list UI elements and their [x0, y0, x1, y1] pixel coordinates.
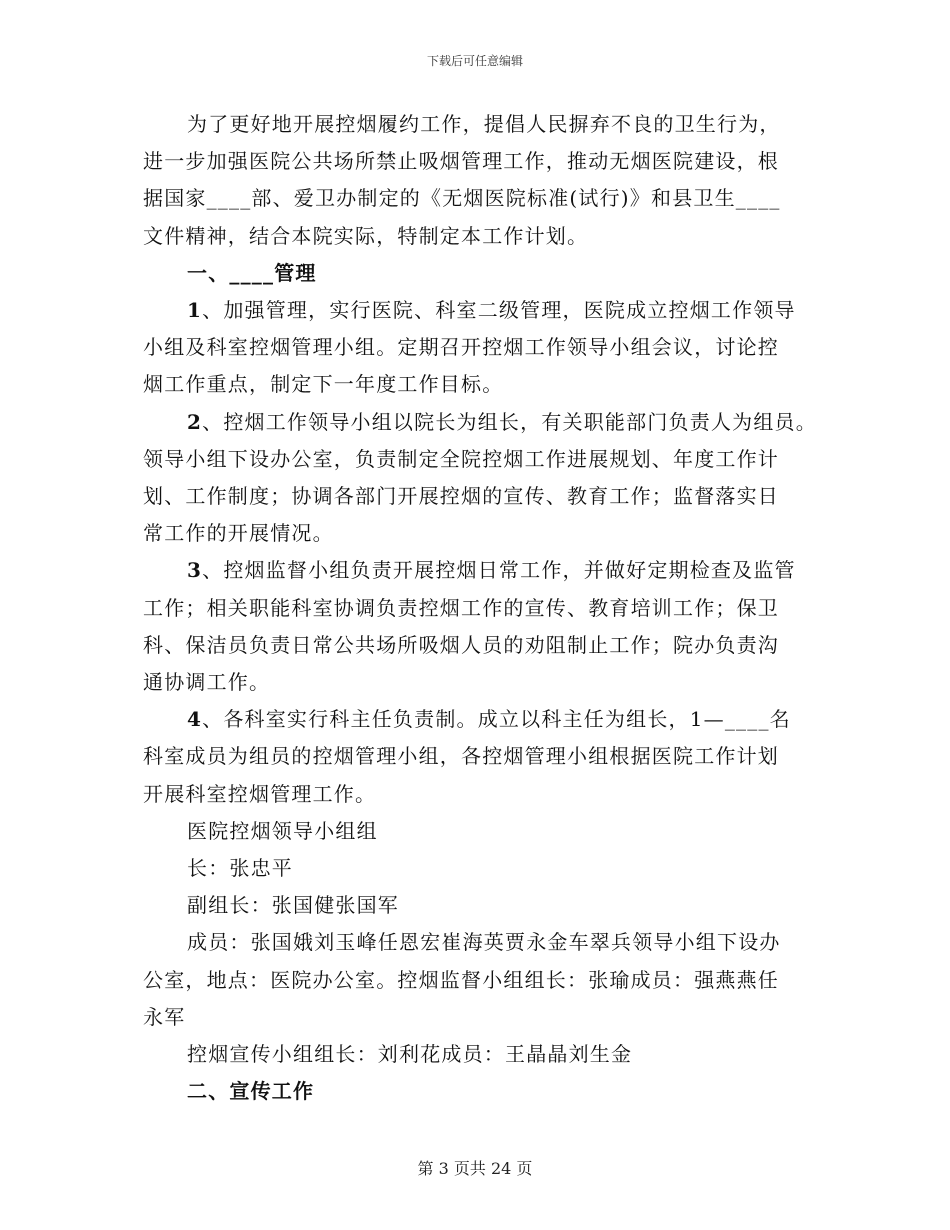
line-text: 科室成员为组员的控烟管理小组，各控烟管理小组根据医院工作计划: [143, 744, 779, 769]
text-line: [143, 924, 833, 961]
line-text: 通协调工作。: [143, 670, 271, 695]
line-text: 据国家____部、爱卫办制定的《无烟医院标准(试行)》和县卫生____: [143, 186, 781, 211]
line-text: 进一步加强医院公共场所禁止吸烟管理工作，推动无烟医院建设，根: [143, 149, 779, 174]
text-line: [143, 701, 833, 738]
text-line: [143, 813, 833, 850]
text-line: [143, 999, 833, 1036]
page-footer: 第 3 页共 24 页: [417, 1159, 533, 1178]
text-line: [143, 515, 833, 552]
line-text: 文件精神，结合本院实际，特制定本工作计划。: [143, 223, 589, 248]
text-line: [143, 404, 833, 441]
item-number: 1: [187, 298, 203, 323]
item-number: 2: [187, 409, 203, 434]
line-text: 科、保洁员负责日常公共场所吸烟人员的劝阻制止工作；院办负责沟: [143, 632, 779, 657]
text-line: [143, 441, 833, 478]
text-line: [143, 329, 833, 366]
page-header: 下载后可任意编辑: [426, 54, 523, 68]
line-text: 、控烟监督小组负责开展控烟日常工作，并做好定期检查及监管: [202, 558, 796, 583]
text-line: [143, 590, 833, 627]
text-line: [143, 627, 833, 664]
text-line: [143, 962, 833, 999]
text-line: [143, 887, 833, 924]
line-text: 烟工作重点，制定下一年度工作目标。: [143, 372, 504, 397]
line-text: 控烟宣传小组组长：刘利花成员：王晶晶刘生金: [187, 1042, 633, 1067]
line-text: 一、____管理: [187, 260, 317, 285]
line-text: 长：张忠平: [187, 856, 293, 881]
line-text: 公室，地点：医院办公室。控烟监督小组组长：张瑜成员：强燕燕任: [143, 967, 779, 992]
line-text: 成员：张国娥刘玉峰任恩宏崔海英贾永金车翠兵领导小组下设办: [187, 930, 781, 955]
item-number: 3: [187, 558, 203, 583]
text-line: [143, 106, 833, 143]
text-line: [143, 850, 833, 887]
line-text: 二、宣传工作: [187, 1079, 315, 1104]
line-text: 副组长：张国健张国军: [187, 893, 399, 918]
text-line: [143, 552, 833, 589]
line-text: 常工作的开展情况。: [143, 521, 334, 546]
text-line: [143, 478, 833, 515]
item-number: 4: [187, 707, 203, 732]
text-line: [143, 664, 833, 701]
line-text: 领导小组下设办公室，负责制定全院控烟工作进展规划、年度工作计: [143, 446, 779, 471]
line-text: 划、工作制度；协调各部门开展控烟的宣传、教育工作；监督落实日: [143, 484, 779, 509]
text-line: [143, 366, 833, 403]
text-line: [143, 180, 833, 217]
line-text: 、加强管理，实行医院、科室二级管理，医院成立控烟工作领导: [202, 298, 796, 323]
text-line: [143, 218, 833, 255]
section-heading: [143, 255, 833, 292]
section-heading: [143, 1073, 833, 1110]
text-line: [143, 738, 833, 775]
line-text: 工作；相关职能科室协调负责控烟工作的宣传、教育培训工作；保卫: [143, 595, 779, 620]
line-text: 、各科室实行科主任负责制。成立以科主任为组长，1—____名: [202, 707, 791, 732]
line-text: 开展科室控烟管理工作。: [143, 781, 377, 806]
line-text: 小组及科室控烟管理小组。定期召开控烟工作领导小组会议，讨论控: [143, 335, 779, 360]
line-text: 、控烟工作领导小组以院长为组长，有关职能部门负责人为组员。: [202, 409, 817, 434]
line-text: 永军: [143, 1004, 186, 1029]
line-text: 医院控烟领导小组组: [187, 818, 378, 843]
text-line: [143, 776, 833, 813]
line-text: 为了更好地开展控烟履约工作，提倡人民摒弃不良的卫生行为，: [187, 112, 781, 136]
text-line: [143, 292, 833, 329]
text-line: [143, 143, 833, 180]
text-line: [143, 1036, 833, 1073]
document-body: [143, 106, 833, 1110]
